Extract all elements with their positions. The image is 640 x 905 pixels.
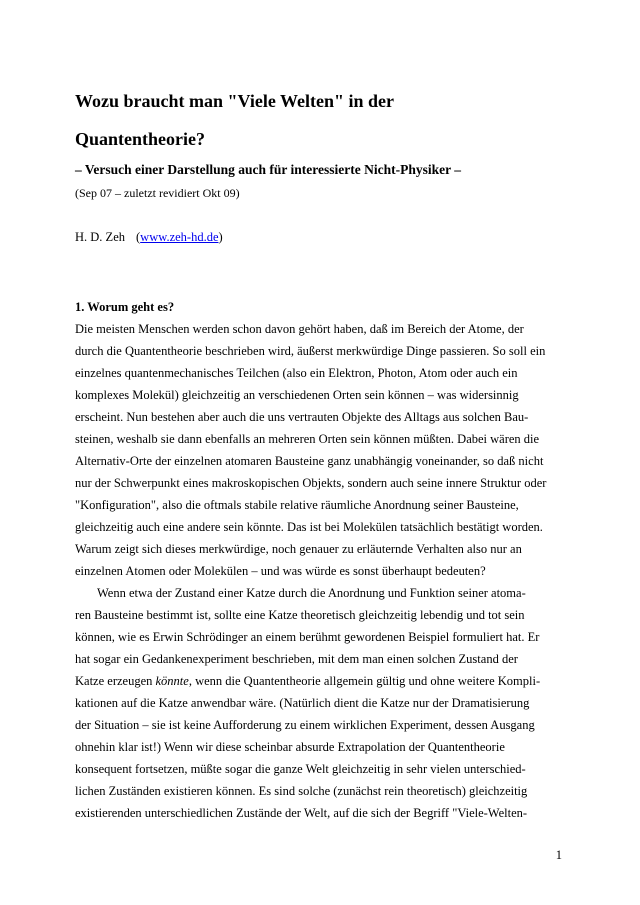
- author-paren-close: ): [218, 230, 223, 244]
- text-line: können, wie es Erwin Schrödinger an einem berühmt gewordenen Beispiel formuliert hat. Er: [75, 630, 540, 644]
- text-line: [75, 670, 564, 692]
- text-line: komplexes Molekül) gleichzeitig an verschiedenen Orten sein können – was widersinnig: [75, 388, 519, 402]
- text-line: existierenden unterschiedlichen Zustände der Welt, auf die sich der Begriff "Viele-Welten-: [75, 806, 528, 820]
- section-heading: 1. Worum geht es?: [75, 300, 175, 314]
- text-line: hat sogar ein Gedankenexperiment beschrieben, mit dem man einen solchen Zustand der: [75, 652, 518, 666]
- text-line: Warum zeigt sich dieses merkwürdige, noch genauer zu erläuternde Verhalten also nur an: [75, 542, 522, 556]
- title-line-1: Wozu braucht man "Viele Welten" in der: [75, 91, 394, 111]
- text-line: "Konfiguration", also die oftmals stabile relative räumliche Anordnung seiner Bausteine,: [75, 498, 519, 512]
- revision-date-note: (Sep 07 – zuletzt revidiert Okt 09): [75, 186, 240, 200]
- text-line: kationen auf die Katze anwendbar wäre. (Natürlich dient die Katze nur der Dramatisierung: [75, 696, 530, 710]
- document-title: [75, 82, 564, 158]
- text-line: durch die Quantentheorie beschrieben wird, äußerst merkwürdige Dinge passieren. So soll ein: [75, 344, 546, 358]
- text-line: lichen Zuständen existieren können. Es sind solche (zunächst rein theoretisch) gleichzeitig: [75, 784, 528, 798]
- text-line: steinen, weshalb sie dann ebenfalls an mehreren Orten sein können müßten. Dabei wären die: [75, 432, 540, 446]
- paragraph-2: [75, 582, 564, 824]
- paragraph-1: [75, 318, 564, 582]
- text-segment: Katze erzeugen: [75, 674, 156, 688]
- text-line: der Situation – sie ist keine Aufforderung zu einem wirklichen Experiment, dessen Ausgang: [75, 718, 535, 732]
- author-name: H. D. Zeh: [75, 230, 125, 244]
- text-line: Wenn etwa der Zustand einer Katze durch die Anordnung und Funktion seiner atoma-: [97, 586, 526, 600]
- text-line: konsequent fortsetzen, müßte sogar die ganze Welt gleichzeitig in sehr vielen unterschied-: [75, 762, 526, 776]
- body-paragraphs: [75, 318, 564, 824]
- page-number: 1: [555, 848, 562, 862]
- text-line: Die meisten Menschen werden schon davon gehört haben, daß im Bereich der Atome, der: [75, 322, 524, 336]
- document-subtitle: – Versuch einer Darstellung auch für interessierte Nicht-Physiker –: [75, 162, 461, 177]
- text-line: erscheint. Nun bestehen aber auch die uns vertrauten Objekte des Alltags aus solchen Bau-: [75, 410, 529, 424]
- text-line: ohnehin klar ist!) Wenn wir diese scheinbar absurde Extrapolation der Quantentheorie: [75, 740, 505, 754]
- text-segment: , wenn die Quantentheorie allgemein gültig und ohne weitere Kompli-: [188, 674, 541, 688]
- title-line-2: Quantentheorie?: [75, 129, 205, 149]
- text-line: einzelnes quantenmechanisches Teilchen (also ein Elektron, Photon, Atom oder auch ein: [75, 366, 518, 380]
- text-line: nur der Schwerpunkt eines makroskopischen Objekts, sondern auch seine innere Struktur oder: [75, 476, 547, 490]
- italic-text: könnte: [155, 674, 189, 688]
- text-line: gleichzeitig auch eine andere sein könnte. Das ist bei Molekülen tatsächlich bestätigt worden.: [75, 520, 543, 534]
- author-line: [75, 226, 564, 248]
- author-paren-open: (: [136, 230, 141, 244]
- text-line: einzelnen Atomen oder Molekülen – und was würde es sonst überhaupt bedeuten?: [75, 564, 486, 578]
- text-line: Alternativ-Orte der einzelnen atomaren Bausteine ganz unabhängig voneinander, so daß nicht: [75, 454, 544, 468]
- text-line: ren Bausteine bestimmt ist, sollte eine Katze theoretisch gleichzeitig lebendig und tot sein: [75, 608, 525, 622]
- author-website-link[interactable]: www.zeh-hd.de: [140, 230, 219, 244]
- document-content: [0, 82, 640, 824]
